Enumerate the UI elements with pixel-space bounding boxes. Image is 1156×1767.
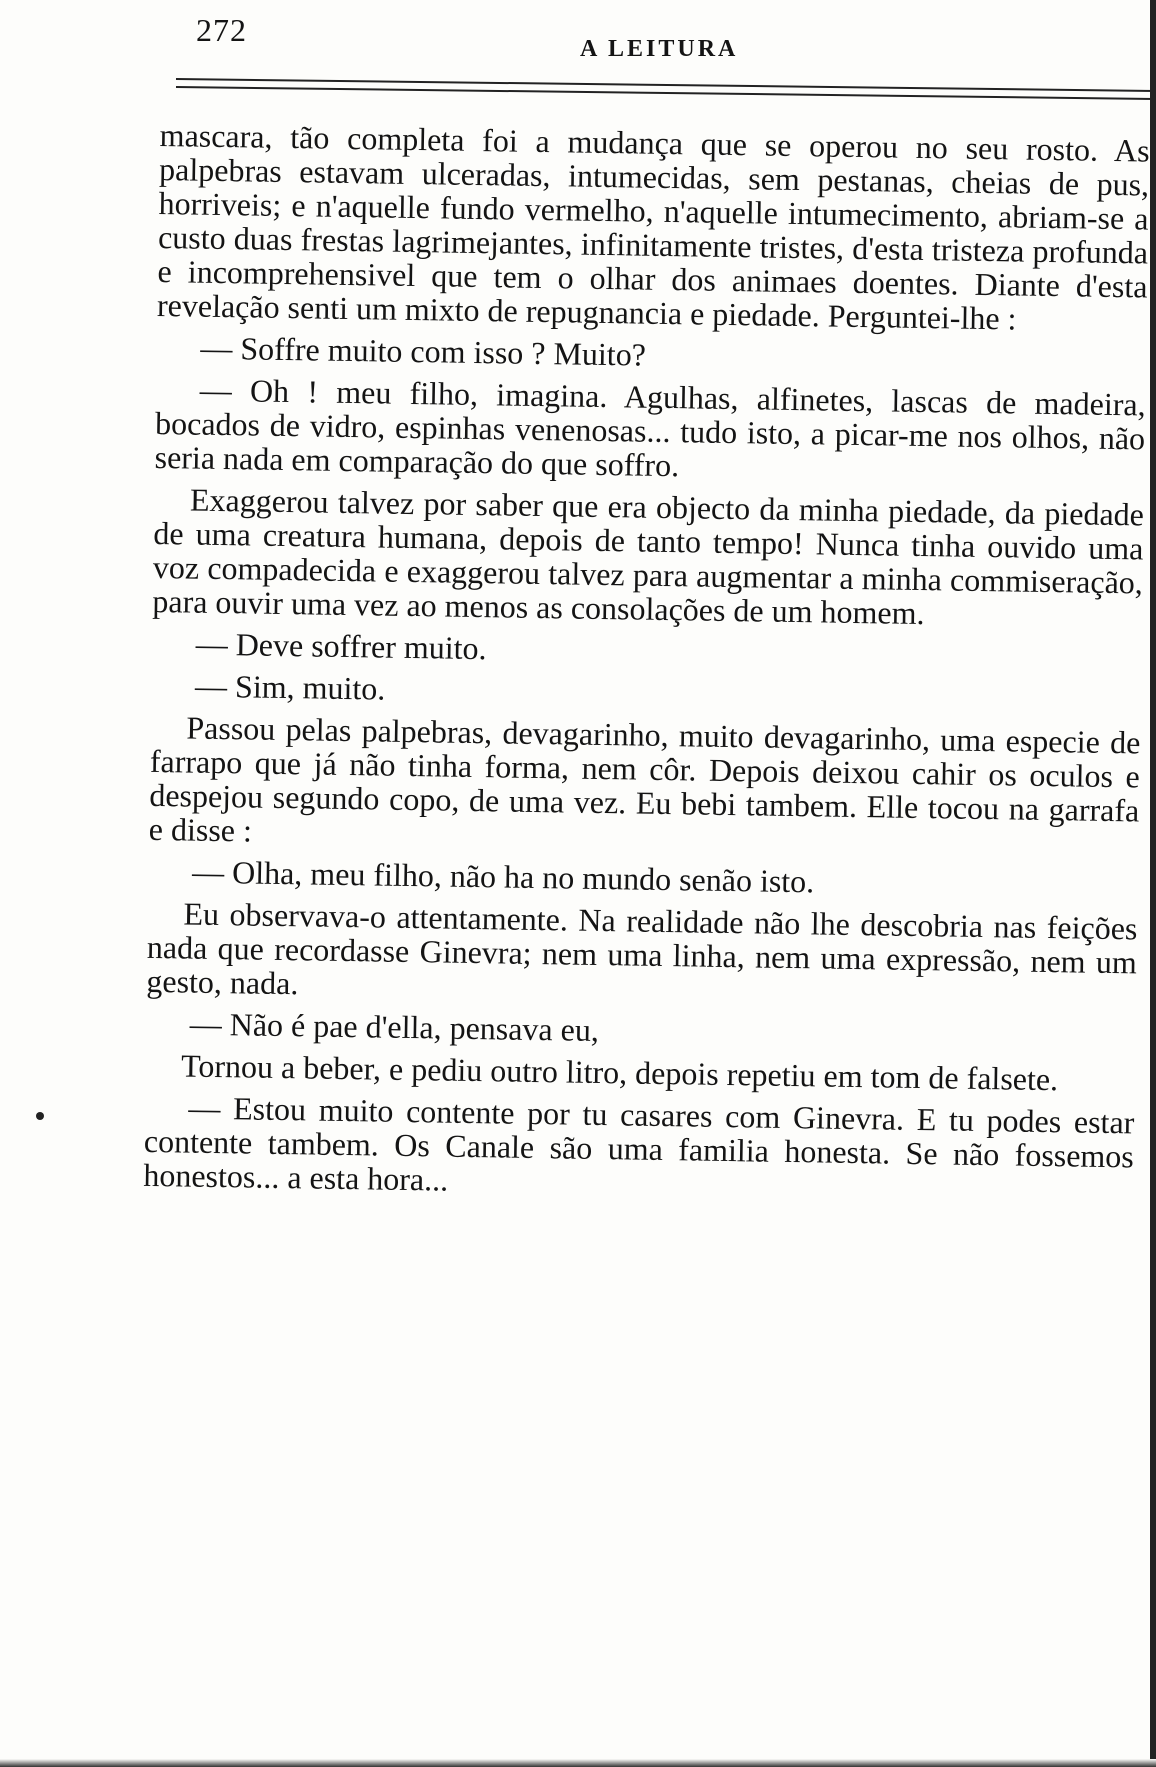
dialogue-line: — Soffre muito com isso ? Muito? [200, 329, 647, 373]
dialogue-line: — Deve soffrer muito. [195, 625, 487, 667]
page-edge-shadow [1150, 0, 1156, 1767]
running-head: A LEITURA [580, 36, 739, 62]
paragraph: Eu observava-o attentamente. Na realidade não lhe descobria nas feições nada que recordasse Ginevra; nem uma linha, nem uma expressão, nem um gesto, nada. [146, 895, 1138, 1002]
page-number: 272 [196, 12, 247, 48]
paragraph: mascara, tão completa foi a mudança que se operou no seu rosto. As palpebras estavam ulceradas, intumecidas, sem pestanas, cheias de pus, horriveis; e n'aquelle fundo vermelho, n'aquelle intumecimento, abriam-se a custo duas frestas lagrimejantes, infinitamente tristes, d'esta tristeza profunda e incomprehensivel que tem o olhar dos animaes doentes. Diante d'esta revelação senti um mixto de repugnancia e piedade. Perguntei-lhe : [156, 117, 1150, 337]
paragraph: Tornou a beber, e pediu outro litro, depois repetiu em tom de falsete. [180, 1047, 1059, 1098]
body-text [143, 118, 1150, 1215]
page-bottom-shadow [0, 1759, 1156, 1767]
header-rule-top [176, 78, 1156, 92]
margin-mark [36, 1112, 44, 1120]
paragraph: Exaggerou talvez por saber que era objecto da minha piedade, da piedade de uma creatura humana, depois de tanto tempo! Nunca tinha ouvido uma voz compadecida e exaggerou talvez para augmentar a minha commiseração, para ouvir uma vez ao menos as consolações de um homem. [152, 481, 1145, 632]
dialogue-line: — Não é pae d'ella, pensava eu, [189, 1005, 600, 1049]
paragraph: Passou pelas palpebras, devagarinho, muito devagarinho, uma especie de farrapo que já não tinha forma, nem côr. Depois deixou cahir os oculos e despejou segundo copo, de uma vez. Eu bebi tambem. Elle tocou na garrafa e disse : [148, 709, 1141, 849]
dialogue-line: — Olha, meu filho, não ha no mundo senão isto. [191, 853, 815, 900]
dialogue-line: — Estou muito contente por tu casares com Ginevra. E tu podes estar contente tambem. Os Canale são uma familia honesta. Se não fossemos honestos... a esta hora... [143, 1089, 1135, 1198]
dialogue-line: — Oh ! meu filho, imagina. Agulhas, alfinetes, lascas de madeira, bocados de vidro, espinhas venenosas... tudo isto, a picar-me nos olhos, não seria nada em comparação do que soffro. [154, 371, 1146, 484]
dialogue-line: — Sim, muito. [194, 667, 386, 707]
